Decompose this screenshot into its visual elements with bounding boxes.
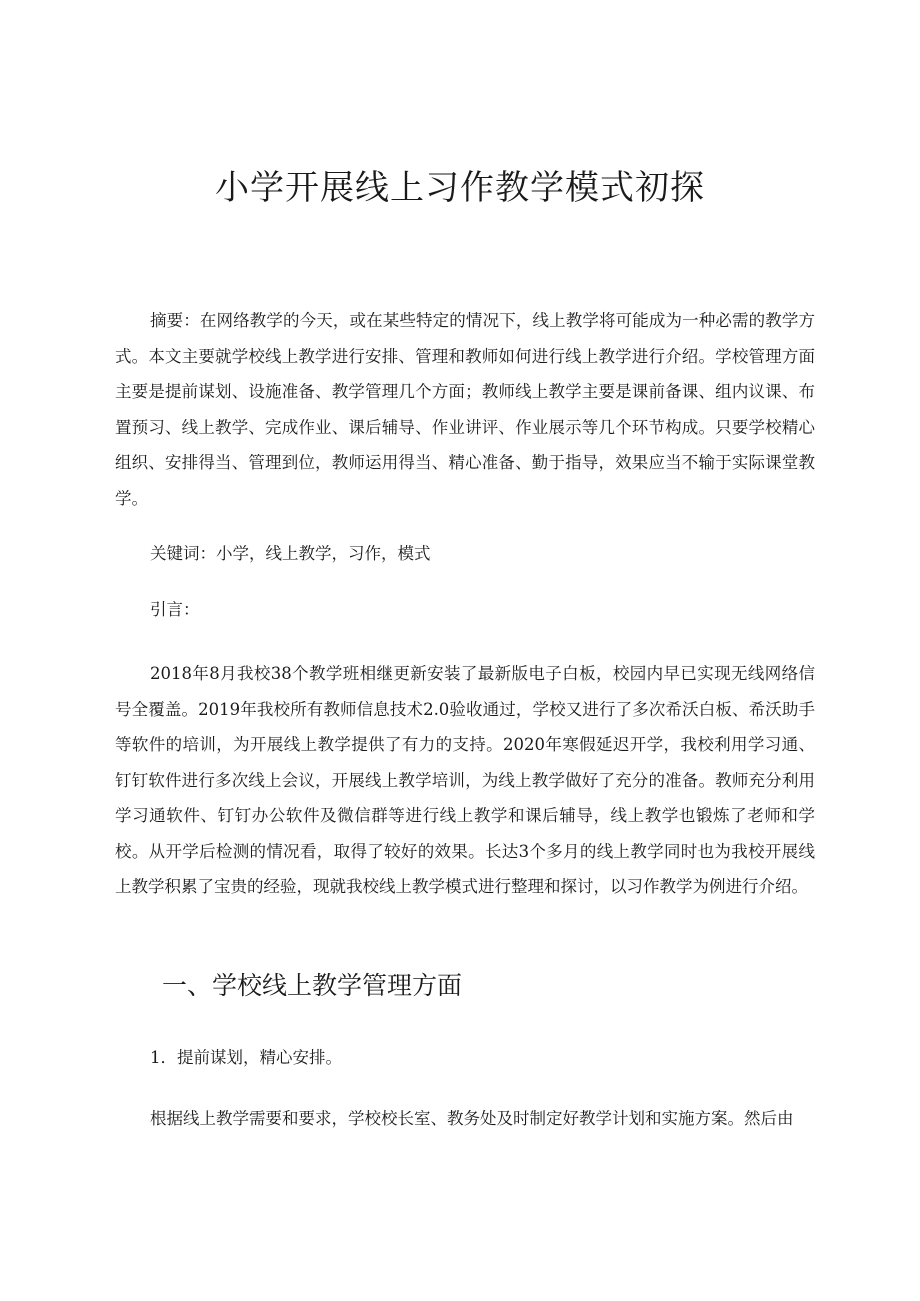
- subsection-heading: 1．提前谋划，精心安排。: [150, 1048, 342, 1067]
- keywords-line: 关键词：小学，线上教学，习作，模式: [150, 544, 431, 563]
- section-heading: 一、学校线上教学管理方面: [162, 971, 463, 1000]
- intro-label: 引言：: [150, 600, 200, 619]
- body-paragraph: 根据线上教学需要和要求，学校校长室、教务处及时制定好教学计划和实施方案。然后由: [150, 1109, 794, 1128]
- abstract-paragraph: 摘要：在网络教学的今天，或在某些特定的情况下，线上教学将可能成为一种必需的教学方式。本文主要就学校线上教学进行安排、管理和教师如何进行线上教学进行介绍。学校管理方面主要是提前谋划、设施准备、教学管理几个方面；教师线上教学主要是课前备课、组内议课、布置预习、线上教学、完成作业、课后辅导、作业讲评、作业展示等几个环节构成。只要学校精心组织、安排得当、管理到位，教师运用得当、精心准备、勤于指导，效果应当不输于实际课堂教学。: [115, 311, 815, 508]
- intro-paragraph: 2018年8月我校38个教学班相继更新安装了最新版电子白板，校园内早已实现无线网络信号全覆盖。2019年我校所有教师信息技术2.0验收通过，学校又进行了多次希沃白板、希沃助手等软件的培训，为开展线上教学提供了有力的支持。2020年寒假延迟开学，我校利用学习通、钉钉软件进行多次线上会议，开展线上教学培训，为线上教学做好了充分的准备。教师充分利用学习通软件、钉钉办公软件及微信群等进行线上教学和课后辅导，线上教学也锻炼了老师和学校。从开学后检测的情况看，取得了较好的效果。长达3个多月的线上教学同时也为我校开展线上教学积累了宝贵的经验，现就我校线上教学模式进行整理和探讨，以习作教学为例进行介绍。: [115, 664, 815, 896]
- document-title: 小学开展线上习作教学模式初探: [215, 168, 705, 208]
